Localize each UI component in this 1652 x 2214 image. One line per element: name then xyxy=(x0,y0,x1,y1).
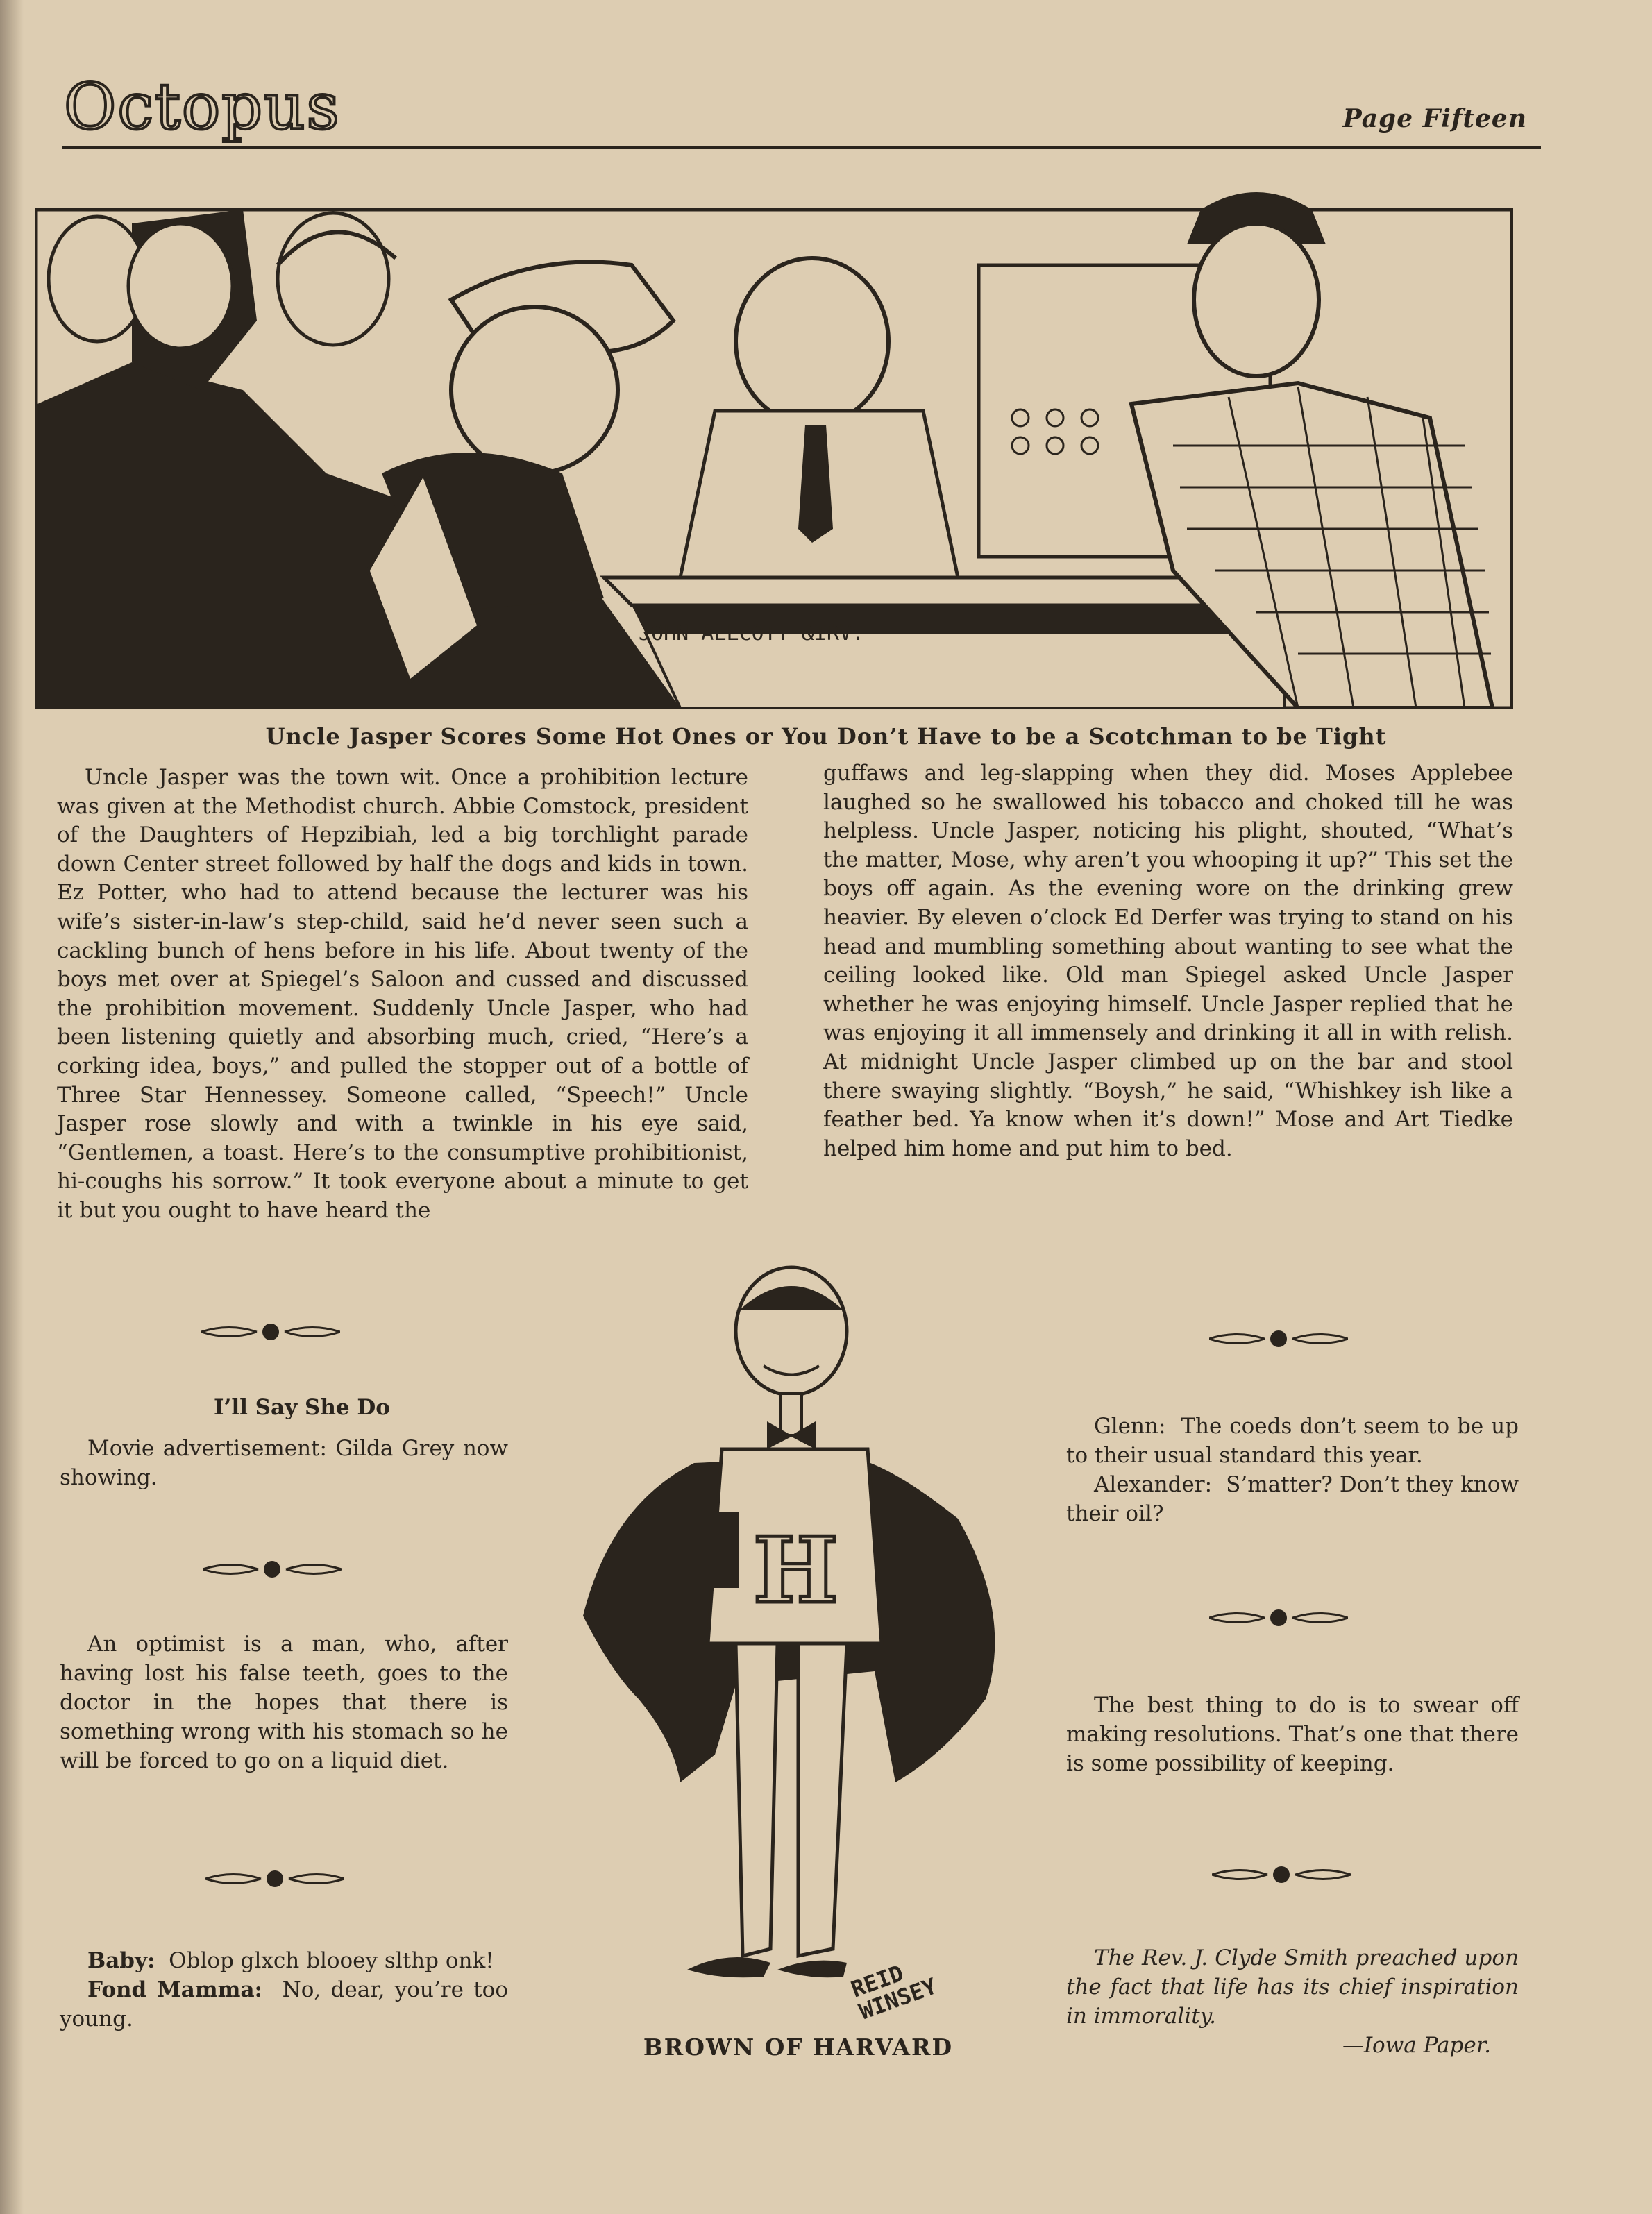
speaker-name: Fond Mamma: xyxy=(87,1977,262,2002)
ornament-divider xyxy=(1209,1606,1348,1630)
joke-dialogue xyxy=(1066,1412,1519,1528)
ornament-divider xyxy=(201,1320,340,1344)
dialogue-line: S’matter? Don’t they know their oil? xyxy=(1066,1472,1519,1526)
joke-text: Movie advertisement: Gilda Grey now showing. xyxy=(60,1436,508,1490)
ornament-divider xyxy=(203,1557,342,1581)
cartoon-signature: JOHN ALLCOTT &IRV. xyxy=(639,621,865,645)
ornament-divider xyxy=(205,1867,344,1891)
svg-text:H: H xyxy=(753,1517,838,1623)
dialogue-line: The coeds don’t seem to be up to their usual standard this year. xyxy=(1066,1414,1519,1468)
story-caption: Uncle Jasper Scores Some Hot Ones or You Don’t Have to be a Scotchman to be Tight xyxy=(265,723,1387,750)
dialogue-line: Oblop glxch blooey slthp onk! xyxy=(169,1948,494,1973)
header-rule xyxy=(62,146,1541,149)
joke-quote: The Rev. J. Clyde Smith preached upon the fact that life has its chief inspiration in immorality. xyxy=(1066,1945,1519,2029)
joke-dialogue xyxy=(60,1946,508,2034)
page-number: Page Fifteen xyxy=(1342,104,1527,133)
drawing-signature: REID WINSEY xyxy=(848,1959,941,2025)
quote-source: —Iowa Paper. xyxy=(1342,2033,1491,2058)
ornament-divider xyxy=(1212,1863,1351,1886)
brown-of-harvard-drawing xyxy=(569,1255,1013,2039)
joke-text: An optimist is a man, who, after having lost his false teeth, goes to the doctor in the hopes that there is something wrong with his stomach so he will be forced to go on a liquid diet. xyxy=(60,1632,508,1773)
ornament-divider xyxy=(1209,1327,1348,1351)
dialogue-line: No, dear, you’re too young. xyxy=(60,1977,508,2031)
page-binding-shadow xyxy=(0,0,24,2214)
story-column-1: Uncle Jasper was the town wit. Once a prohibition lecture was given at the Methodist church. Abbie Comstock, president of the Daughters of Hepzibiah, led a big torchlight parade down Center street followed by half the dogs and kids in town. Ez Potter, who had to attend because the lecturer was his wife’s sister-in-law’s step-child, said he’d never seen such a cackling bunch of hens before in his life. About twenty of the boys met over at Spiegel’s Saloon and cussed and discussed the prohibition movement. Suddenly Uncle Jasper, who had been listening quietly and absorbing much, cried, “Here’s a corking idea, boys,” and pulled the stopper out of a bottle of Three Star Hennessey. Someone called, “Speech!” Uncle Jasper rose slowly and with a twinkle in his eye said, “Gentlemen, a toast. Here’s to the consumptive prohibitionist, hi-coughs his sorrow.” It took everyone about a minute to get it but you ought to have heard the xyxy=(57,765,748,1223)
speaker-name: Glenn: xyxy=(1094,1414,1166,1439)
masthead-title: Octopus xyxy=(64,69,341,144)
speaker-name: Baby: xyxy=(87,1948,155,1973)
joke-text: The best thing to do is to swear off making resolutions. That’s one that there is some possibility of keeping. xyxy=(1066,1693,1519,1776)
joke-title: I’ll Say She Do xyxy=(214,1395,390,1420)
drawing-caption: BROWN OF HARVARD xyxy=(643,2034,954,2061)
story-column-2: guffaws and leg-slapping when they did. Moses Applebee laughed so he swallowed his tobacco and choked till he was helpless. Uncle Jasper, noticing his plight, shouted, “What’s the matter, Mose, why aren’t you whooping it up?” This set the boys off again. As the evening wore on the drinking grew heavier. By eleven o’clock Ed Derfer was trying to stand on his head and mumbling something about wanting to see what the ceiling looked like. Old man Spiegel asked Uncle Jasper whether he was enjoying himself. Uncle Jasper replied that he was enjoying it all immensely and drinking it all in with relish. At midnight Uncle Jasper climbed up on the bar and stool there swaying slightly. “Boysh,” he said, “Whishkey ish like a feather bed. Ya know when it’s down!” Mose and Art Tiedke helped him home and put him to bed. xyxy=(823,761,1513,1161)
saloon-cartoon-illustration xyxy=(35,182,1513,709)
speaker-name: Alexander: xyxy=(1094,1472,1213,1497)
